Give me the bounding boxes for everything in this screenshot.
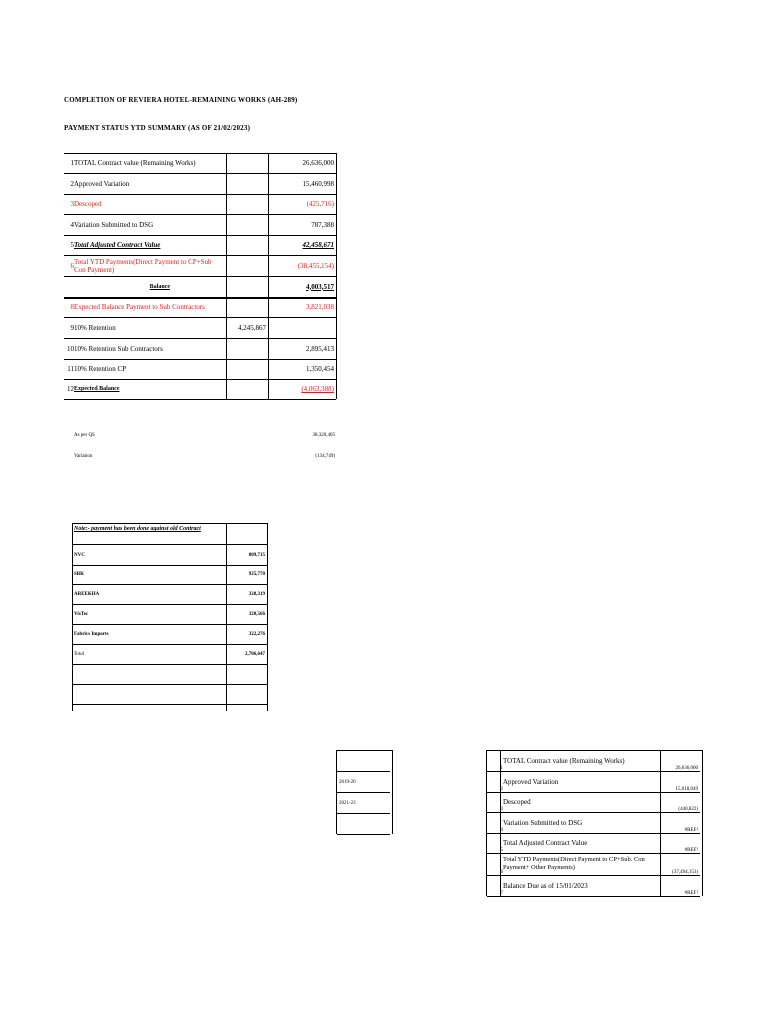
row-label: Total Adjusted Contract Value — [503, 839, 588, 847]
table-row — [487, 792, 700, 813]
row-number: 11 — [67, 365, 74, 373]
payee-amount: 809,715 — [248, 552, 265, 558]
row-value: (425,716) — [306, 200, 334, 208]
table-row — [487, 751, 700, 772]
row-label: TOTAL Contract value (Remaining Works) — [503, 757, 625, 765]
table-row — [64, 297, 336, 318]
table-row — [64, 359, 336, 380]
year-label — [339, 751, 389, 771]
row-label: Expected Balance Payment to Sub Contractors — [74, 303, 205, 311]
table-row — [337, 772, 390, 793]
variation-label: Variation — [74, 454, 93, 459]
row-number: 2 — [70, 179, 74, 188]
row-value: (440,822) — [678, 807, 698, 812]
row-number: 1 — [500, 766, 503, 771]
row-number: 10 — [67, 344, 74, 353]
row-label: Descoped — [503, 798, 531, 806]
payment-summary-table — [64, 153, 336, 399]
row-label: 10% Retention — [74, 323, 116, 332]
table-row — [337, 793, 390, 814]
row-retention-value — [226, 255, 268, 276]
row-number: 8 — [70, 303, 74, 311]
row-number — [64, 276, 74, 297]
row-value: 15,018,049 — [675, 787, 698, 792]
row-number: 9 — [70, 323, 74, 332]
row-retention-value — [226, 359, 268, 379]
row-label: Total Adjusted Contract Value — [74, 241, 161, 249]
row-number: 4 — [500, 828, 503, 833]
payee-amount — [227, 684, 267, 704]
row-value: (37,494,153) — [672, 870, 698, 875]
row-number: 3 — [500, 807, 503, 812]
payee-amount: 320,566 — [248, 611, 265, 617]
table-row — [64, 235, 336, 256]
payee-amount: 925,770 — [248, 571, 265, 577]
document-subtitle: PAYMENT STATUS YTD SUMMARY (AS OF 21/02/2023) — [64, 124, 251, 132]
table-row — [72, 624, 268, 645]
row-retention-value: 4,245,867 — [238, 323, 266, 332]
balance-summary-table — [486, 750, 703, 896]
year-label: 2019-20 — [339, 779, 356, 785]
row-value: 787,388 — [311, 220, 334, 229]
row-retention-value — [226, 214, 268, 235]
row-value: (38,455,154) — [297, 261, 334, 270]
payee-name: Fabrics Imports — [74, 631, 109, 637]
row-retention-value — [226, 297, 268, 317]
table-row — [72, 544, 268, 566]
row-retention-value — [226, 194, 268, 214]
row-number: 3 — [70, 200, 74, 208]
row-value: 26,636,000 — [302, 159, 334, 167]
table-row — [487, 812, 700, 834]
row-value: 15,460,998 — [302, 179, 334, 188]
payee-amount — [227, 664, 267, 684]
row-number: 5 — [70, 241, 74, 249]
row-label: Expected Balance — [74, 386, 120, 392]
row-label: Total YTD Payments(Direct Payment to CP+Sub. Con Payment+ Other Payments) — [503, 856, 645, 871]
row-number: 5 — [500, 848, 503, 853]
table-row — [64, 194, 336, 215]
row-number: 6 — [70, 261, 74, 270]
row-number: 1 — [70, 159, 74, 167]
row-retention-value — [226, 276, 268, 297]
payee-amount: 322,276 — [248, 631, 265, 637]
table-row — [64, 214, 336, 236]
table-row — [337, 814, 390, 835]
year-table — [336, 750, 393, 834]
row-number: 2 — [500, 787, 503, 792]
qs-value: 38,320,405 — [312, 433, 335, 438]
row-label: Total YTD Payments(Direct Payment to CP+Sub Con Payment) — [74, 257, 212, 274]
table-row — [487, 875, 700, 897]
payee-name — [74, 664, 224, 684]
row-label: 10% Retention CP — [74, 365, 127, 373]
row-value — [268, 317, 336, 338]
row-retention-value — [226, 153, 268, 173]
payee-name: NVC — [74, 552, 85, 558]
year-label: 2021-23 — [339, 800, 356, 806]
row-number: 12 — [67, 385, 74, 393]
row-label: Variation Submitted to DSG — [503, 818, 583, 827]
table-row — [337, 751, 390, 772]
note-header: Note:- payment has been done against old Contract — [74, 526, 201, 532]
row-retention-value — [226, 338, 268, 359]
row-label: Approved Variation — [503, 777, 559, 786]
row-retention-value — [226, 235, 268, 255]
old-contract-payments-table — [72, 523, 268, 704]
row-number: 4 — [70, 220, 74, 229]
row-value: #REF! — [684, 828, 698, 833]
table-row — [72, 644, 268, 665]
table-row — [72, 664, 268, 685]
row-label: Descoped — [74, 200, 102, 208]
payee-name: SBK — [74, 571, 85, 577]
table-row — [64, 255, 336, 277]
table-row — [487, 833, 700, 854]
row-value: 1,350,454 — [306, 365, 334, 373]
payee-amount: 328,319 — [248, 591, 265, 597]
table-row — [64, 173, 336, 195]
row-value: 2,895,413 — [306, 344, 334, 353]
payee-amount: 2,706,647 — [245, 651, 265, 657]
table-row — [72, 564, 268, 585]
table-row — [487, 771, 700, 793]
payee-name: VisTec — [74, 611, 89, 617]
table-row — [64, 379, 336, 400]
table-row — [72, 684, 268, 705]
row-value: (4,063,388) — [301, 385, 334, 393]
table-row — [72, 584, 268, 605]
row-value: #REF! — [684, 891, 698, 896]
table-row — [72, 604, 268, 625]
payee-name: Total — [74, 651, 85, 657]
row-label: Balance Due as of 15/01/2023 — [503, 881, 588, 890]
table-row — [64, 317, 336, 339]
row-label: 10% Retention Sub Contractors — [74, 344, 163, 353]
row-label: TOTAL Contract value (Remaining Works) — [74, 159, 196, 167]
row-number: 7 — [500, 891, 503, 896]
row-retention-value — [226, 173, 268, 194]
row-retention-value — [226, 379, 268, 399]
row-value: 42,458,671 — [302, 241, 334, 249]
row-label: Approved Variation — [74, 179, 130, 188]
row-value: 4,003,517 — [306, 282, 334, 291]
row-value: #REF! — [684, 848, 698, 853]
row-number: 6 — [500, 870, 503, 875]
table-row — [487, 853, 700, 876]
payee-name — [74, 684, 224, 704]
row-label: Balance — [149, 283, 170, 290]
row-label: Variation Submitted to DSG — [74, 220, 154, 229]
row-value: 3,821,038 — [306, 303, 334, 311]
qs-label: As per QS — [74, 433, 95, 438]
table-row — [64, 153, 336, 174]
variation-value: (134,749) — [315, 454, 335, 459]
table-row — [64, 276, 336, 299]
year-label — [339, 814, 389, 834]
payee-name: AREEKHA — [74, 591, 100, 597]
table-row — [64, 338, 336, 360]
document-title: COMPLETION OF REVIERA HOTEL-REMAINING WORKS (AH-289) — [64, 96, 298, 104]
row-value: 26,636,000 — [675, 766, 698, 771]
